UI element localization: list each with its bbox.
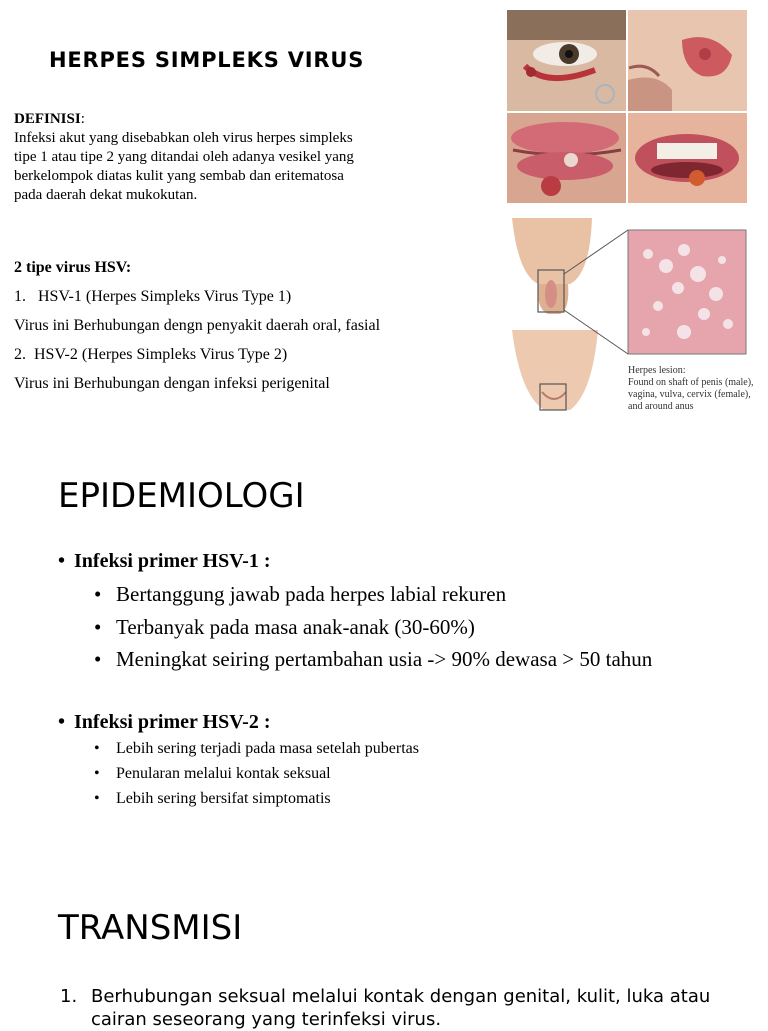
mouth-lesion-photo	[628, 113, 747, 203]
list-item-text: Meningkat seiring pertambahan usia -> 90% dewasa > 50 tahun	[116, 647, 653, 671]
definition-label: DEFINISI	[14, 111, 81, 127]
type2-number: 2.	[14, 346, 26, 363]
list-item-text: Lebih sering bersifat simptomatis	[116, 790, 331, 807]
type1-name: HSV-1 (Herpes Simpleks Virus Type 1)	[38, 288, 292, 305]
type2-description: Virus ini Berhubungan dengan infeksi perigenital	[14, 375, 330, 392]
type1-line	[14, 288, 291, 306]
definition-line: Infeksi akut yang disebabkan oleh virus herpes simpleks	[14, 130, 353, 146]
cheek-lesion-photo	[628, 10, 747, 111]
definition-line: berkelompok diatas kulit yang sembab dan eritematosa	[14, 168, 344, 184]
types-heading: 2 tipe virus HSV:	[14, 259, 132, 276]
list-item: • Penularan melalui kontak seksual	[94, 765, 331, 782]
group1-title-text: Infeksi primer HSV-1 :	[74, 550, 271, 572]
type1-description: Virus ini Berhubungan dengn penyakit daerah oral, fasial	[14, 317, 381, 334]
lip-lesion-photo	[507, 113, 626, 203]
epidemiology-heading: EPIDEMIOLOGI	[58, 476, 305, 516]
list-item-text: Terbanyak pada masa anak-anak (30-60%)	[116, 615, 475, 639]
list-item: • Terbanyak pada masa anak-anak (30-60%)	[94, 615, 475, 639]
transmission-item-line: cairan seseorang yang terinfeksi virus.	[91, 1009, 442, 1030]
slide-title: HERPES SIMPLEKS VIRUS	[49, 48, 365, 72]
type2-line	[14, 346, 287, 364]
transmission-item-line: Berhubungan seksual melalui kontak dengan genital, kulit, luka atau	[91, 986, 711, 1007]
type2-name: HSV-2 (Herpes Simpleks Virus Type 2)	[34, 346, 288, 363]
list-item-text: Penularan melalui kontak seksual	[116, 765, 331, 782]
group1-title: • Infeksi primer HSV-1 :	[58, 550, 271, 572]
list-item: • Meningkat seiring pertambahan usia -> 90% dewasa > 50 tahun	[94, 647, 653, 671]
eye-lesion-photo	[507, 10, 626, 111]
definition-colon: :	[80, 111, 85, 127]
definition-line: tipe 1 atau tipe 2 yang ditandai oleh adanya vesikel yang	[14, 149, 354, 165]
herpes-photo-grid	[507, 10, 747, 203]
diagram-caption-line: vagina, vulva, cervix (female),	[628, 389, 751, 400]
definition-block	[14, 110, 464, 205]
list-item: • Lebih sering bersifat simptomatis	[94, 790, 331, 807]
herpes-anatomy-diagram	[508, 214, 753, 424]
diagram-caption-line: and around anus	[628, 401, 694, 412]
list-item-text: Lebih sering terjadi pada masa setelah pubertas	[116, 740, 419, 757]
list-item: • Bertanggung jawab pada herpes labial rekuren	[94, 582, 507, 606]
transmission-item-number: 1.	[60, 986, 78, 1007]
type1-number: 1.	[14, 288, 26, 305]
group2-title-text: Infeksi primer HSV-2 :	[74, 711, 271, 733]
diagram-caption-line: Found on shaft of penis (male),	[628, 377, 754, 388]
diagram-caption-line: Herpes lesion:	[628, 365, 686, 376]
definition-line: pada daerah dekat mukokutan.	[14, 187, 198, 203]
list-item: • Lebih sering terjadi pada masa setelah pubertas	[94, 740, 419, 757]
list-item-text: Bertanggung jawab pada herpes labial rekuren	[116, 582, 507, 606]
group2-title: • Infeksi primer HSV-2 :	[58, 711, 271, 733]
transmission-heading: TRANSMISI	[58, 908, 243, 948]
diagram-caption	[628, 365, 754, 413]
transmission-item	[60, 985, 710, 1031]
